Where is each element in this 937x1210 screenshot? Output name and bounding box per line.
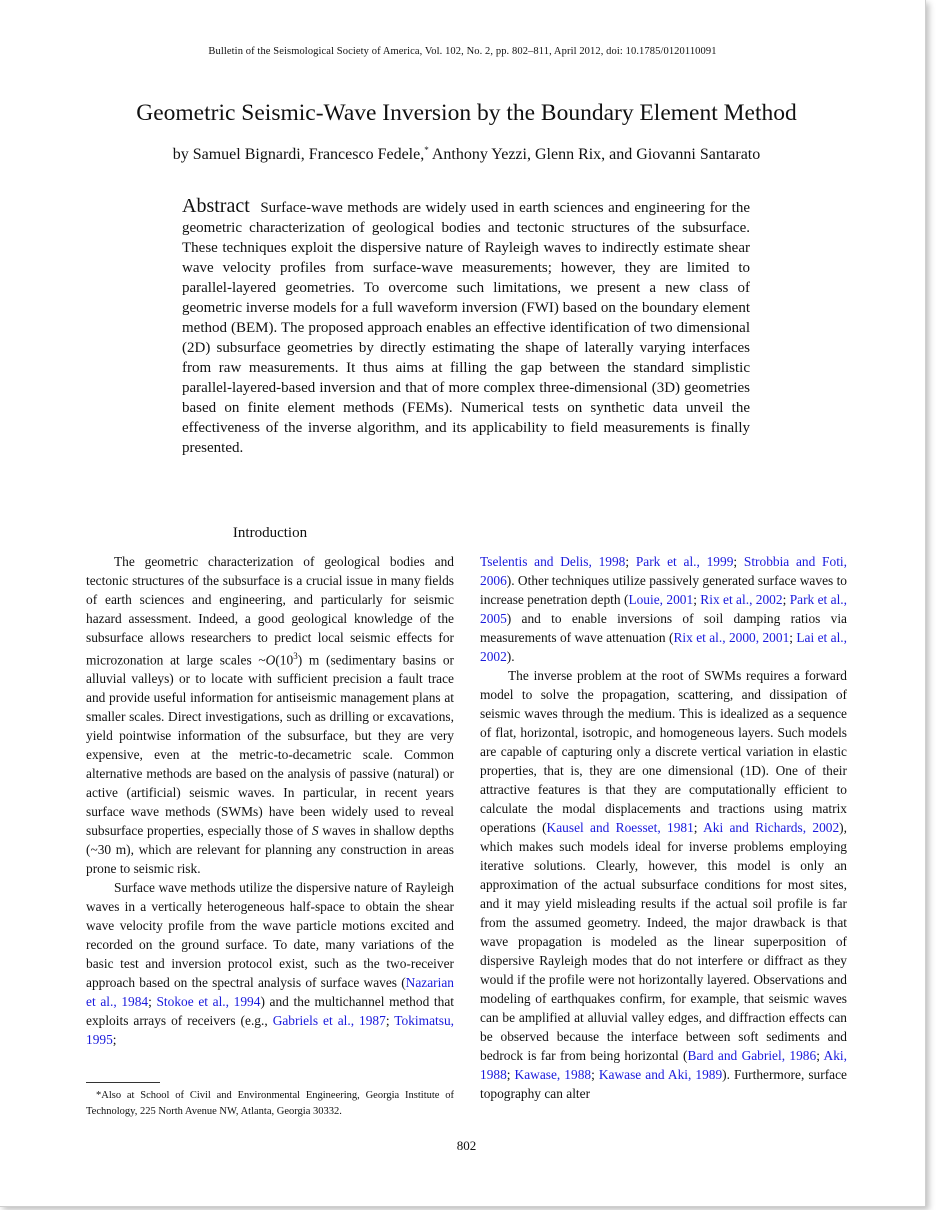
text-run: (10 [275,652,294,668]
footnote-divider [86,1082,160,1083]
intro-paragraph-2 [86,878,454,1049]
text-run: ; [148,994,157,1010]
abstract-heading: Abstract [182,195,250,217]
authors-part-1: by Samuel Bignardi, Francesco Fedele, [172,146,425,163]
intro-paragraph-2-continued [480,552,847,666]
right-column [480,552,847,1103]
intro-paragraph-3 [480,666,847,1103]
intro-paragraph-1 [86,552,454,878]
text-run: ; [591,1067,599,1082]
text-run: The inverse problem at the root of SWMs requires a forward model to solve the propagation, scattering, and dissipation of seismic waves through the medium. This is idealized as a sequence of flat, horizontal, isotropic, and homogeneous layers. Such models are capable of capturing only a discrete vertical variation in elastic properties, that is, they are one dimensional (1D). One of their attractive features is that they are computationally efficient to calculate the modal displacements and tractions using matrix operations ( [480,668,847,835]
text-run: ; [625,554,636,569]
text-run: ; [733,554,744,569]
citation-link[interactable]: Tokimatsu, 1995 [86,1013,454,1048]
citation-link[interactable]: Aki, 1988 [480,1048,847,1082]
citation-link[interactable]: Strobbia and Foti, 2006 [480,554,847,588]
math-symbol: S [311,823,319,839]
text-run: ; [693,592,701,607]
abstract [182,196,750,458]
text-run: ; [816,1048,824,1063]
paper-title: Geometric Seismic-Wave Inversion by the Boundary Element Method [136,100,797,126]
footnote-text: Also at School of Civil and Environmental Engineering, Georgia Institute of Technology, 225 North Avenue NW, Atlanta, Georgia 30332. [86,1090,454,1117]
text-run: ; [112,1032,117,1048]
text-run: ; [506,1067,515,1082]
citation-link[interactable]: Rix et al., 2000, 2001 [673,630,790,645]
math-symbol: O [265,652,276,668]
text-run: ) and the multichannel method that exploits arrays of receivers (e.g., [86,994,454,1029]
text-run: ; [789,630,797,645]
citation-link[interactable]: Nazarian et al., 1984 [86,975,454,1010]
page-number: 802 [456,1138,477,1153]
footnote-mark: * [96,1090,102,1101]
text-run: ; [693,820,704,835]
citation-link[interactable]: Tselentis and Delis, 1998 [480,554,626,569]
citation-link[interactable]: Kausel and Roesset, 1981 [546,820,694,835]
citation-link[interactable]: Park et al., 2005 [480,592,848,626]
text-run: ) and to enable inversions of soil damping ratios via measurements of wave attenuation ( [480,611,847,645]
text-run: ). Furthermore, surface topography can alter [480,1067,847,1101]
text-run: ; [782,592,790,607]
text-run: Surface wave methods utilize the dispersive nature of Rayleigh waves in a vertically heterogeneous half-space to obtain the shear wave velocity profile from the wave particle motions excited and recorded on the ground surface. To date, many variations of the basic test and inversion protocol exist, such as the two-receiver approach based on the spectral analysis of surface waves ( [86,880,454,991]
text-run: The geometric characterization of geological bodies and tectonic structures of the subsurface is a crucial issue in many fields of earth sciences and engineering, and particularly for seismic hazard assessment. Indeed, a good geological knowledge of the subsurface allows researchers to predict local seismic effects for microzonation at large scales ~ [86,554,454,668]
citation-link[interactable]: Stokoe et al., 1994 [156,994,261,1010]
introduction-heading: Introduction [232,525,308,541]
author-footnote [86,1088,454,1120]
citation-link[interactable]: Park et al., 1999 [635,554,734,569]
text-run: ; [385,1013,395,1029]
math-exponent: 3 [293,651,298,661]
text-run: ). [506,649,515,664]
author-footnote-mark: * [424,145,429,155]
author-list [0,145,933,164]
text-run: ), which makes such models ideal for inverse problems employing iterative solutions. Clearly, however, this model is only an approximation of the actual subsurface conditions for most sites, and it may yield misleading results if the actual soil profile is far from the assumed geometry. Indeed, the major drawback is that wave propagation is modeled as the linear superposition of dispersive Rayleigh modes that do not interfere or diffract as they would if the profile were not horizontally layered. Observations and modeling of earthquakes confirm, for example, that seismic waves can be amplified at alluvial valley edges, and diffraction effects can be observed because the interface between soft sediments and bedrock is far from being horizontal ( [480,820,847,1063]
citation-link[interactable]: Kawase, 1988 [514,1067,592,1082]
left-column [86,552,454,1049]
citation-link[interactable]: Louie, 2001 [628,592,694,607]
text-run: ). Other techniques utilize passively generated surface waves to increase penetration depth ( [480,573,847,607]
citation-link[interactable]: Lai et al., 2002 [480,630,847,664]
abstract-text: Surface-wave methods are widely used in earth sciences and engineering for the geometric characterization of geological bodies and tectonic structures of the subsurface. These techniques exploit the dispersive nature of Rayleigh waves to indirectly estimate shear wave velocity profiles from surface-wave measurements; however, they are limited to parallel-layered geometries. To overcome such limitations, we present a new class of geometric inverse models for a full waveform inversion (FWI) based on the boundary element method (BEM). The proposed approach enables an effective identification of two dimensional (2D) subsurface geometries by directly estimating the shape of laterally varying interfaces from raw measurements. It thus aims at filling the gap between the standard simplistic parallel-layered-based inversion and that of more complex three-dimensional (3D) geometries based on finite element methods (FEMs). Numerical tests on synthetic data unveil the effectiveness of the inverse algorithm, and its applicability to field measurements is finally presented. [182,200,751,456]
citation-link[interactable]: Rix et al., 2002 [700,592,783,607]
text-run: ) m (sedimentary basins or alluvial valleys) or to locate with sufficient precision a fault trace and provide useful information for antiseismic management plans at smaller scales. Direct investigations, such as drilling or excavations, yield pointwise information of the subsurface, but they are very expensive, even at the metric-to-decametric scale. Common alternative methods are based on the analysis of passive (natural) or active (artificial) seismic waves. In particular, in recent years surface wave methods (SWMs) have been widely used to reveal subsurface properties, especially those of [86,652,454,839]
running-head: Bulletin of the Seismological Society of America, Vol. 102, No. 2, pp. 802–811, April 2012, doi: 10.1785/0120110091 [208,46,717,57]
citation-link[interactable]: Kawase and Aki, 1989 [598,1067,723,1082]
citation-link[interactable]: Aki and Richards, 2002 [703,820,840,835]
authors-part-2: Anthony Yezzi, Glenn Rix, and Giovanni Santarato [428,146,761,163]
citation-link[interactable]: Gabriels et al., 1987 [272,1013,386,1029]
citation-link[interactable]: Bard and Gabriel, 1986 [687,1048,817,1063]
text-run: waves in shallow depths (~30 m), which are relevant for planning any construction in areas prone to seismic risk. [86,823,455,877]
